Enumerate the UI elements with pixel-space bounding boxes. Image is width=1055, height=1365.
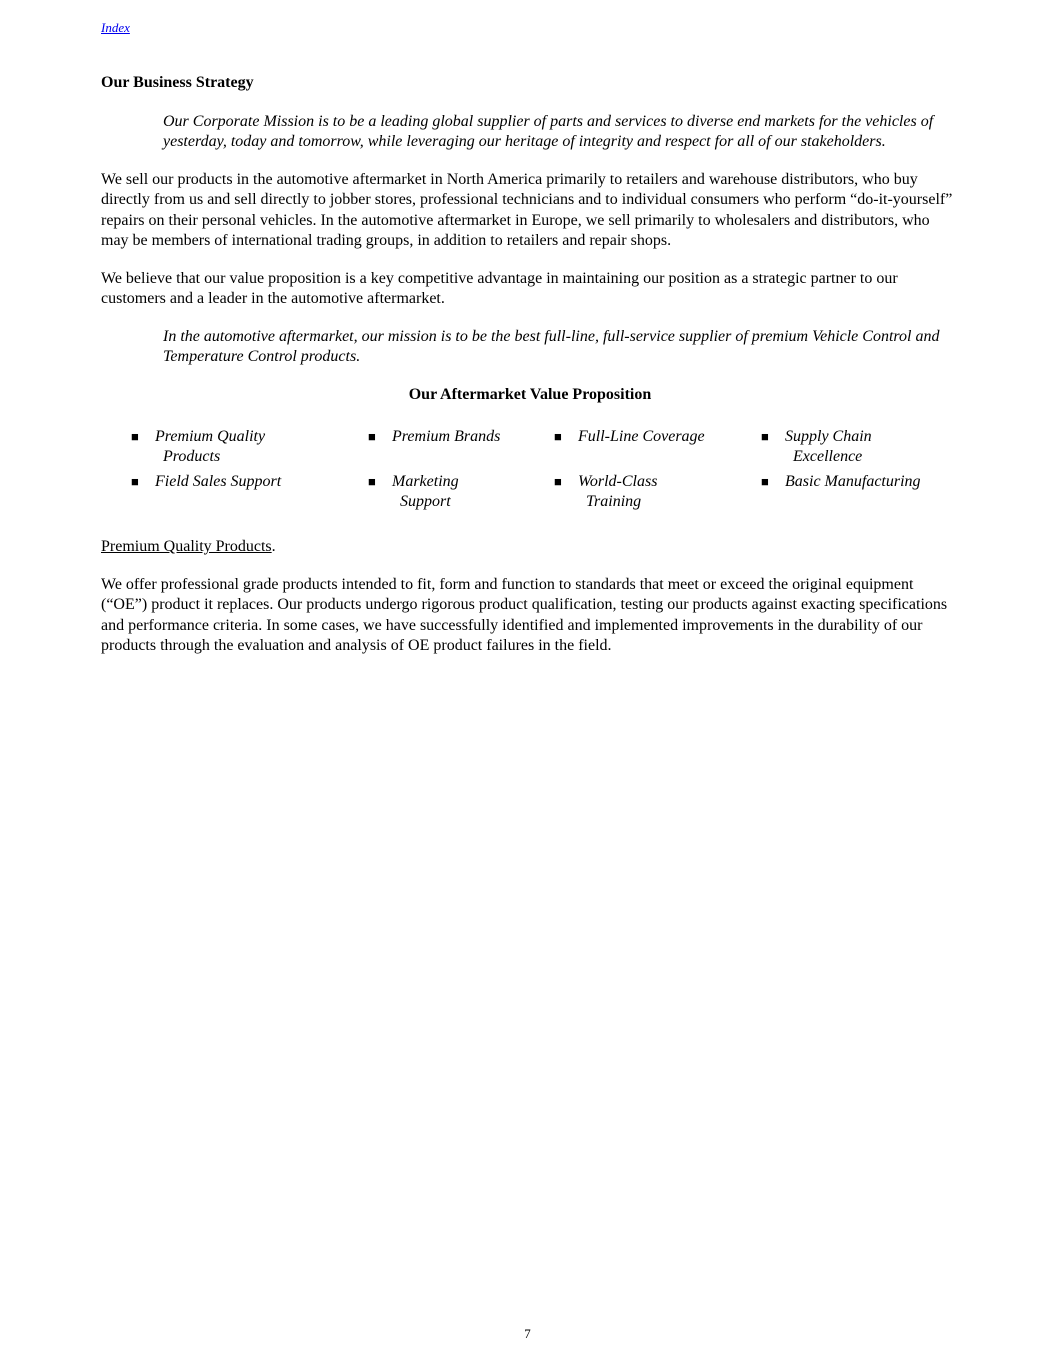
value-proposition-item-label-cont: Excellence xyxy=(793,448,863,465)
square-bullet-icon: ■ xyxy=(131,474,139,489)
value-proposition-item-label: World-Class xyxy=(578,473,658,490)
value-proposition-item-label: Supply Chain xyxy=(785,428,872,445)
document-content xyxy=(101,73,959,674)
square-bullet-icon: ■ xyxy=(554,474,562,489)
value-proposition-item xyxy=(131,427,265,467)
square-bullet-icon: ■ xyxy=(131,429,139,444)
value-proposition-heading: Our Aftermarket Value Proposition xyxy=(408,385,652,403)
square-bullet-icon: ■ xyxy=(761,474,769,489)
value-proposition-item xyxy=(761,427,872,467)
square-bullet-icon: ■ xyxy=(368,474,376,489)
value-proposition-item xyxy=(131,472,281,492)
value-proposition-list xyxy=(101,427,959,537)
value-proposition-item-label: Premium Brands xyxy=(392,428,501,445)
value-proposition-item-label-cont: Products xyxy=(163,448,221,465)
premium-quality-paragraph: We offer professional grade products intended to fit, form and function to standards that meet or exceed the original equipment (“OE”) product it replaces. Our products undergo rigorous product qualification, testing our products against exacting specifications and performance criteria. In some cases, we have successfully identified and implemented improvements in the durability of our products through the evaluation and analysis of OE product failures in the field. xyxy=(101,575,948,654)
premium-quality-heading-text: Premium Quality Products xyxy=(101,538,272,555)
value-proposition-item xyxy=(368,472,459,512)
square-bullet-icon: ■ xyxy=(368,429,376,444)
premium-quality-heading xyxy=(101,537,959,558)
corporate-mission-quote: Our Corporate Mission is to be a leading global supplier of parts and services to diverse end markets for the vehicles of yesterday, today and tomorrow, while leveraging our heritage of integrity and respect for all of our stakeholders. xyxy=(163,112,934,150)
value-proposition-item xyxy=(554,427,705,447)
page-number: 7 xyxy=(524,1326,531,1341)
aftermarket-mission-quote: In the automotive aftermarket, our mission is to be the best full-line, full-service supplier of premium Vehicle Control and Temperature Control products. xyxy=(163,327,940,365)
value-proposition-item-label: Field Sales Support xyxy=(155,473,282,490)
square-bullet-icon: ■ xyxy=(554,429,562,444)
value-proposition-item-label: Marketing xyxy=(392,473,459,490)
value-proposition-item-label: Premium Quality xyxy=(155,428,266,445)
square-bullet-icon: ■ xyxy=(761,429,769,444)
premium-quality-heading-period: . xyxy=(271,538,276,555)
index-link[interactable]: Index xyxy=(101,20,130,35)
business-strategy-heading: Our Business Strategy xyxy=(101,74,254,91)
value-proposition-item-label-cont: Training xyxy=(586,493,642,510)
value-proposition-item-label-cont: Support xyxy=(400,493,451,510)
value-proposition-item-label: Basic Manufacturing xyxy=(785,473,921,490)
value-proposition-item-label: Full-Line Coverage xyxy=(578,428,705,445)
value-proposition-paragraph: We believe that our value proposition is a key competitive advantage in maintaining our position as a strategic partner to our customers and a leader in the automotive aftermarket. xyxy=(101,269,898,307)
value-proposition-item xyxy=(554,472,657,512)
aftermarket-sales-paragraph: We sell our products in the automotive aftermarket in North America primarily to retailers and warehouse distributors, who buy directly from us and sell directly to jobber stores, professional technicians and to individual consumers who perform “do-it-yourself” repairs on their personal vehicles. In the automotive aftermarket in Europe, we sell primarily to wholesalers and distributors, who may be members of international trading groups, in addition to retailers and repair shops. xyxy=(101,170,953,249)
value-proposition-item xyxy=(761,472,921,492)
value-proposition-item xyxy=(368,427,500,447)
